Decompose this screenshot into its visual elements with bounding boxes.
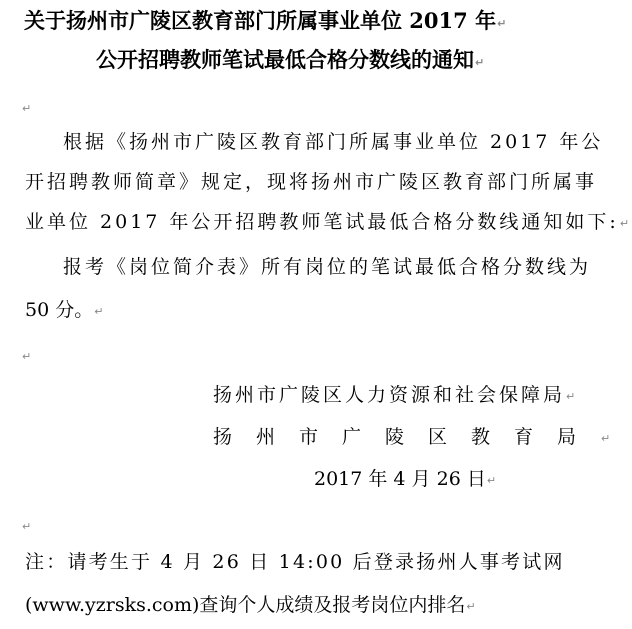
signature-date-text: 2017 年 4 月 26 日 xyxy=(314,468,486,490)
signature-date xyxy=(314,467,496,493)
paragraph-mark-icon: ↵ xyxy=(466,600,476,613)
blank-line-mark: ↵ xyxy=(22,350,32,363)
paragraph-mark-icon: ↵ xyxy=(94,305,104,318)
signature-line-2 xyxy=(213,425,610,451)
note-line-2 xyxy=(25,593,476,619)
paragraph-1-line-1: 根据《扬州市广陵区教育部门所属事业单位 2017 年公 xyxy=(63,131,604,153)
paragraph-mark-icon: ↵ xyxy=(486,474,497,487)
blank-line-mark: ↵ xyxy=(22,102,32,115)
note-text-2: (www.yzrsks.com)查询个人成绩及报考岗位内排名 xyxy=(25,594,466,616)
paragraph-2-line-1: 报考《岗位简介表》所有岗位的笔试最低合格分数线为 xyxy=(63,256,592,278)
paragraph-mark-icon: ↵ xyxy=(475,56,485,69)
paragraph-mark-icon: ↵ xyxy=(601,432,611,445)
paragraph-1-line-3-text: 业单位 2017 年公开招聘教师笔试最低合格分数线通知如下: xyxy=(25,211,619,233)
paragraph-mark-icon: ↵ xyxy=(619,217,632,230)
title-text-1: 关于扬州市广陵区教育部门所属事业单位 2017 年 xyxy=(24,8,497,33)
paragraph-2-line-2-text: 50 分。 xyxy=(25,299,94,321)
title-text-2: 公开招聘教师笔试最低合格分数线的通知 xyxy=(96,47,474,72)
blank-line-mark: ↵ xyxy=(22,520,32,533)
title-line-1 xyxy=(24,8,506,37)
signature-text-1: 扬州市广陵区人力资源和社会保障局 xyxy=(213,384,566,406)
paragraph-2-line-2 xyxy=(25,298,103,324)
paragraph-mark-icon: ↵ xyxy=(566,390,579,403)
signature-line-1 xyxy=(213,383,578,409)
title-line-2 xyxy=(96,47,484,76)
note-line-1: 注：请考生于 4 月 26 日 14:00 后登录扬州人事考试网 xyxy=(25,551,565,573)
signature-text-2: 扬州市广陵区教育局 xyxy=(213,426,601,448)
paragraph-1-line-3 xyxy=(25,210,632,236)
paragraph-1-line-2: 开招聘教师简章》规定，现将扬州市广陵区教育部门所属事 xyxy=(25,171,598,193)
paragraph-mark-icon: ↵ xyxy=(497,17,507,30)
